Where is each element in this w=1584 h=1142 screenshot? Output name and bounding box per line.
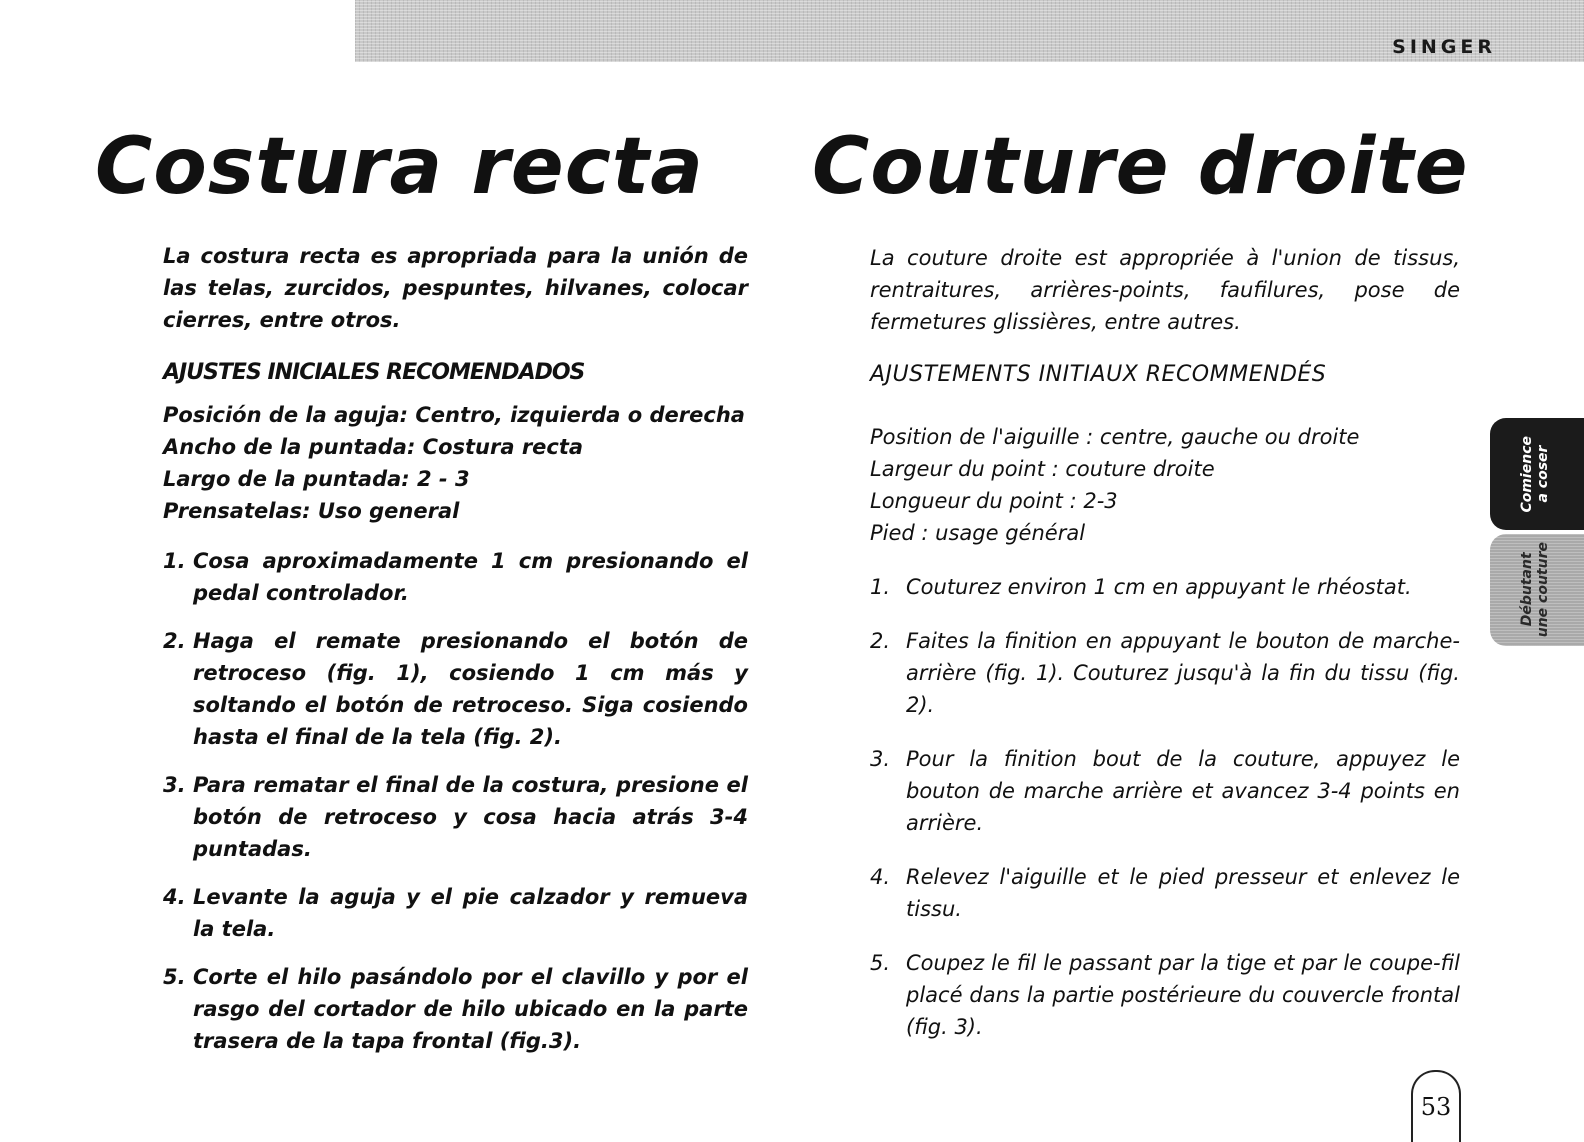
step-item xyxy=(870,947,1460,1043)
section-tab-fr[interactable] xyxy=(1490,534,1584,646)
step-item xyxy=(163,545,748,609)
step-text: Coupez le fil le passant par la tige et par le coupe-fil placé dans la partie postérieure du couvercle frontal (fig. 3). xyxy=(906,951,1460,1039)
page-title-es: Costura recta xyxy=(95,122,704,212)
step-text: Corte el hilo pasándolo por el clavillo y por el rasgo del cortador de hilo ubicado en la parte trasera de la tapa frontal (fig.3). xyxy=(193,965,748,1053)
section-tab-es[interactable] xyxy=(1490,418,1584,530)
step-number: 4. xyxy=(870,865,891,889)
step-text: Haga el remate presionando el botón de retroceso (fig. 1), cosiendo 1 cm más y soltando el botón de retroceso. Siga cosiendo hasta el final de la tela (fig. 2). xyxy=(193,629,748,749)
setting-item: Largo de la puntada: 2 - 3 xyxy=(163,467,470,491)
step-item xyxy=(163,881,748,945)
setting-item: Largeur du point : couture droite xyxy=(870,457,1215,481)
step-item xyxy=(163,961,748,1057)
french-column xyxy=(870,242,1460,1065)
page-number: 53 xyxy=(1411,1070,1461,1142)
setting-item: Pied : usage général xyxy=(870,521,1086,545)
page-title-fr: Couture droite xyxy=(812,122,1469,212)
intro-paragraph-fr: La couture droite est appropriée à l'union de tissus, rentraitures, arrières-points, faufilures, pose de fermetures glissières, entre autres. xyxy=(870,246,1460,334)
setting-item: Ancho de la puntada: Costura recta xyxy=(163,435,584,459)
step-item xyxy=(163,769,748,865)
step-number: 4. xyxy=(163,885,186,909)
step-number: 5. xyxy=(163,965,186,989)
step-text: Cosa aproximadamente 1 cm presionando el pedal controlador. xyxy=(193,549,748,605)
step-text: Levante la aguja y el pie calzador y remueva la tela. xyxy=(193,885,748,941)
settings-heading-fr: AJUSTEMENTS INITIAUX RECOMMENDÉS xyxy=(870,362,1327,387)
step-number: 5. xyxy=(870,951,891,975)
step-number: 2. xyxy=(870,629,891,653)
spanish-column xyxy=(163,240,748,1073)
step-item xyxy=(870,571,1460,603)
step-item xyxy=(163,625,748,753)
setting-item: Posición de la aguja: Centro, izquierda o derecha xyxy=(163,403,745,427)
step-item xyxy=(870,625,1460,721)
step-text: Faites la finition en appuyant le bouton de marche-arrière (fig. 1). Couturez jusqu'à la fin du tissu (fig. 2). xyxy=(906,629,1460,717)
step-item xyxy=(870,743,1460,839)
step-number: 1. xyxy=(163,549,186,573)
intro-paragraph-es: La costura recta es apropriada para la unión de las telas, zurcidos, pespuntes, hilvanes, colocar cierres, entre otros. xyxy=(163,244,748,332)
section-tab-label: Débutant une couture xyxy=(1519,542,1551,638)
step-text: Couturez environ 1 cm en appuyant le rhéostat. xyxy=(906,575,1412,599)
section-tab-label: Comience a coser xyxy=(1519,435,1551,513)
settings-list-fr xyxy=(870,421,1460,549)
settings-list-es xyxy=(163,399,748,527)
step-item xyxy=(870,861,1460,925)
step-number: 2. xyxy=(163,629,186,653)
settings-heading-es: AJUSTES INICIALES RECOMENDADOS xyxy=(163,360,585,385)
setting-item: Longueur du point : 2-3 xyxy=(870,489,1118,513)
step-number: 1. xyxy=(870,575,891,599)
step-number: 3. xyxy=(870,747,891,771)
step-text: Pour la finition bout de la couture, appuyez le bouton de marche arrière et avancez 3-4 points en arrière. xyxy=(906,747,1460,835)
step-text: Para rematar el final de la costura, presione el botón de retroceso y cosa hacia atrás 3-4 puntadas. xyxy=(193,773,748,861)
brand-logo: SINGER xyxy=(1392,36,1496,58)
setting-item: Prensatelas: Uso general xyxy=(163,499,460,523)
step-number: 3. xyxy=(163,773,186,797)
setting-item: Position de l'aiguille : centre, gauche ou droite xyxy=(870,425,1360,449)
header-band xyxy=(355,0,1584,62)
steps-list-es xyxy=(163,545,748,1057)
step-text: Relevez l'aiguille et le pied presseur et enlevez le tissu. xyxy=(906,865,1460,921)
steps-list-fr xyxy=(870,571,1460,1043)
